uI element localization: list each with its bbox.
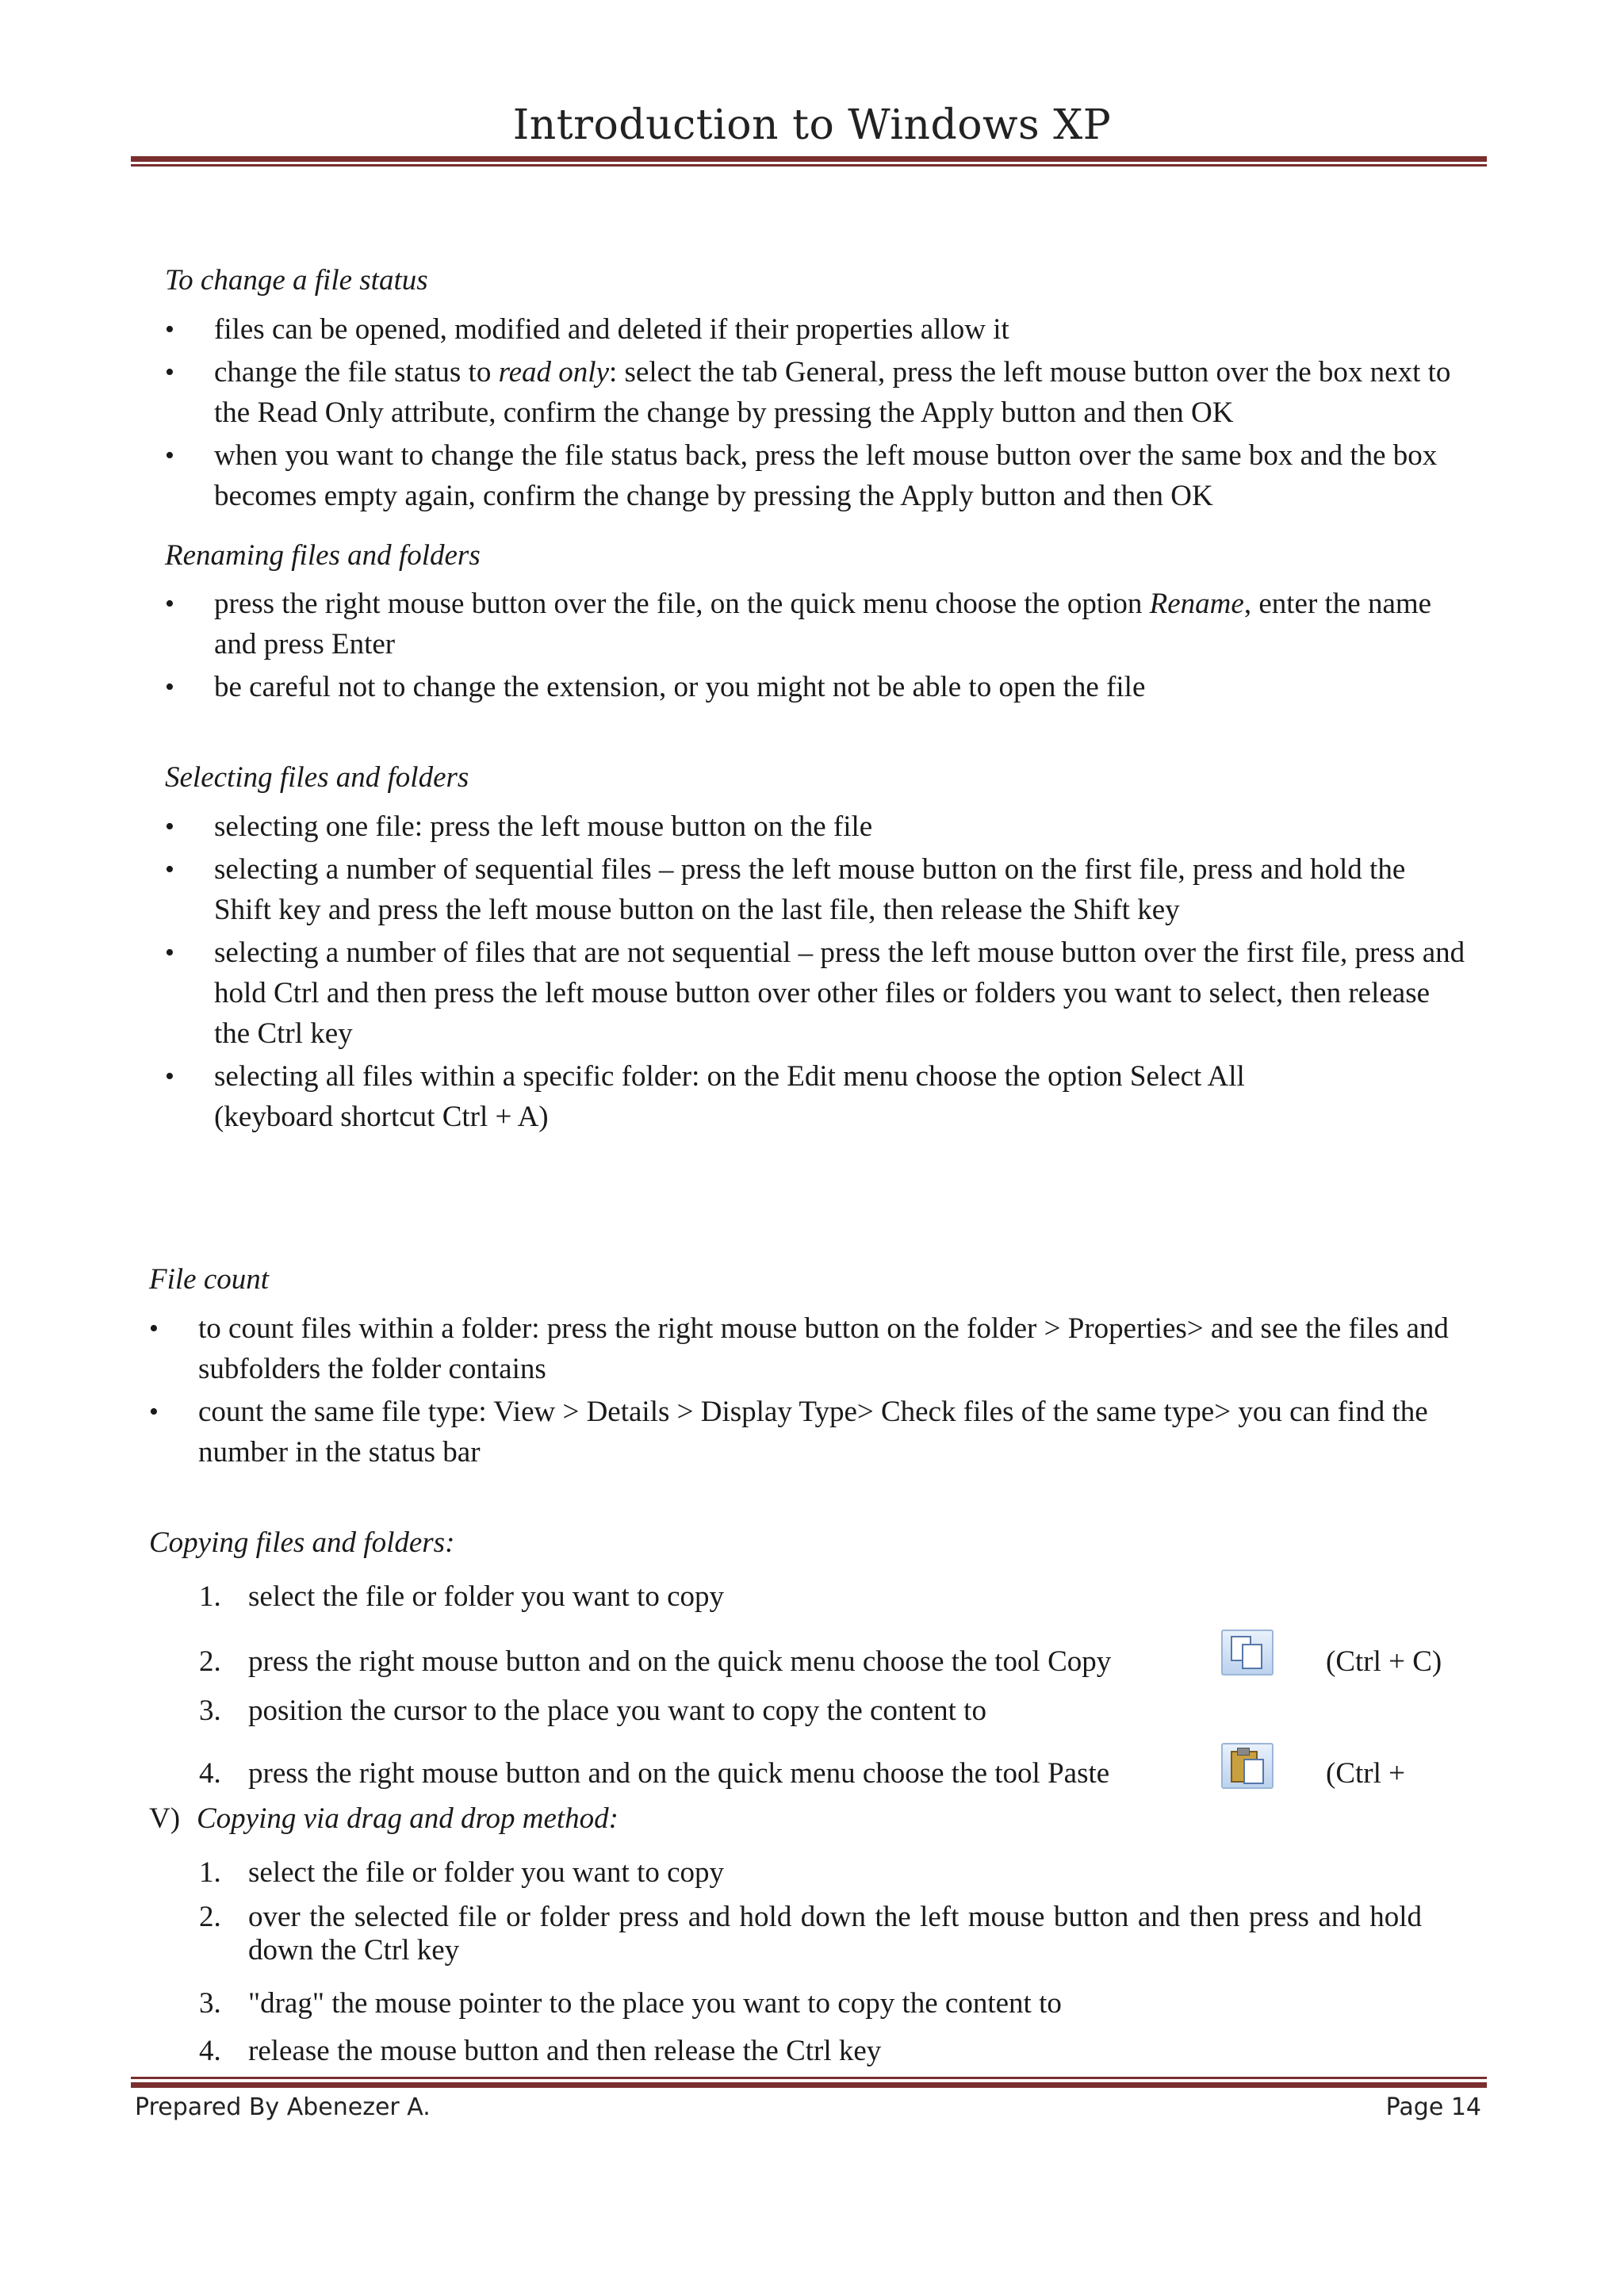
selecting-list: [165, 806, 1467, 1139]
section-title-drag-drop: Copying via drag and drop method:: [197, 1802, 619, 1835]
bullet-icon: •: [165, 358, 174, 387]
section-title-file-status: To change a file status: [165, 264, 428, 297]
list-item: • press the right mouse button over the file, on the quick menu choose the option Rename, enter the name and press Enter: [214, 584, 1467, 664]
list-item: 3. "drag" the mouse pointer to the place you want to copy the content to: [199, 1987, 1062, 2020]
bullet-icon: •: [165, 441, 174, 470]
list-item: • files can be opened, modified and deleted if their properties allow it: [214, 309, 1467, 350]
list-item: 1. select the file or folder you want to copy: [199, 1580, 725, 1613]
header-rule: [131, 156, 1487, 162]
bullet-icon: •: [165, 589, 174, 618]
paste-shortcut: (Ctrl +: [1326, 1757, 1405, 1790]
list-item: 1. select the file or folder you want to copy: [199, 1856, 725, 1889]
file-count-list: [149, 1308, 1467, 1475]
paste-shortcut-tail: V): [149, 1802, 181, 1835]
file-status-list: [165, 309, 1467, 519]
section-title-renaming: Renaming files and folders: [165, 539, 481, 572]
section-title-copying: Copying files and folders:: [149, 1526, 455, 1559]
footer-page-number: Page 14: [1385, 2093, 1481, 2121]
footer-rule: [131, 2082, 1487, 2088]
list-item: • change the file status to read only: select the tab General, press the left mouse button over the box next to the Read Only attribute, confirm the change by pressing the Apply button and then OK: [214, 352, 1467, 433]
list-item: 2. press the right mouse button and on the quick menu choose the tool Copy: [199, 1645, 1112, 1678]
section-title-file-count: File count: [149, 1263, 270, 1296]
header-rule-thin: [131, 164, 1487, 167]
copy-shortcut: (Ctrl + C): [1326, 1645, 1442, 1678]
bullet-icon: •: [149, 1397, 159, 1427]
list-item: • selecting a number of sequential files – press the left mouse button on the first file, press and hold the Shift key and press the left mouse button on the last file, then release the Shift key: [214, 849, 1467, 930]
list-item: 2. over the selected file or folder press and hold down the left mouse button and then press and hold down the Ctrl key: [199, 1901, 1422, 1967]
bullet-icon: •: [165, 812, 174, 841]
bullet-icon: •: [165, 315, 174, 344]
footer-author: Prepared By Abenezer A.: [135, 2093, 431, 2121]
page-title: Introduction to Windows XP: [512, 101, 1112, 149]
list-item: • count the same file type: View > Details > Display Type> Check files of the same type> you can find the number in the status bar: [198, 1392, 1467, 1473]
section-title-selecting: Selecting files and folders: [165, 761, 469, 794]
bullet-icon: •: [165, 672, 174, 702]
list-item: • when you want to change the file status back, press the left mouse button over the same box and the box becomes empty again, confirm the change by pressing the Apply button and then OK: [214, 435, 1467, 516]
bullet-icon: •: [149, 1314, 159, 1343]
list-item: • be careful not to change the extension, or you might not be able to open the file: [214, 667, 1467, 707]
list-item: 4. release the mouse button and then release the Ctrl key: [199, 2035, 882, 2067]
list-item: 4. press the right mouse button and on the quick menu choose the tool Paste: [199, 1757, 1110, 1790]
list-item: • selecting all files within a specific folder: on the Edit menu choose the option Select All (keyboard shortcut Ctrl + A): [214, 1056, 1467, 1137]
bullet-icon: •: [165, 938, 174, 967]
footer-rule-thin: [131, 2077, 1487, 2079]
bullet-icon: •: [165, 855, 174, 884]
list-item: 3. position the cursor to the place you want to copy the content to: [199, 1695, 986, 1727]
renaming-list: [165, 584, 1467, 710]
list-item: • selecting one file: press the left mouse button on the file: [214, 806, 1467, 847]
copy-icon: [1221, 1630, 1274, 1676]
list-item: • to count files within a folder: press the right mouse button on the folder > Properties> and see the files and subfolders the folder contains: [198, 1308, 1467, 1389]
paste-icon: [1221, 1743, 1274, 1789]
list-item: • selecting a number of files that are not sequential – press the left mouse button over the first file, press and hold Ctrl and then press the left mouse button over other files or folders you want to select, then release the Ctrl key: [214, 933, 1467, 1054]
bullet-icon: •: [165, 1062, 174, 1091]
